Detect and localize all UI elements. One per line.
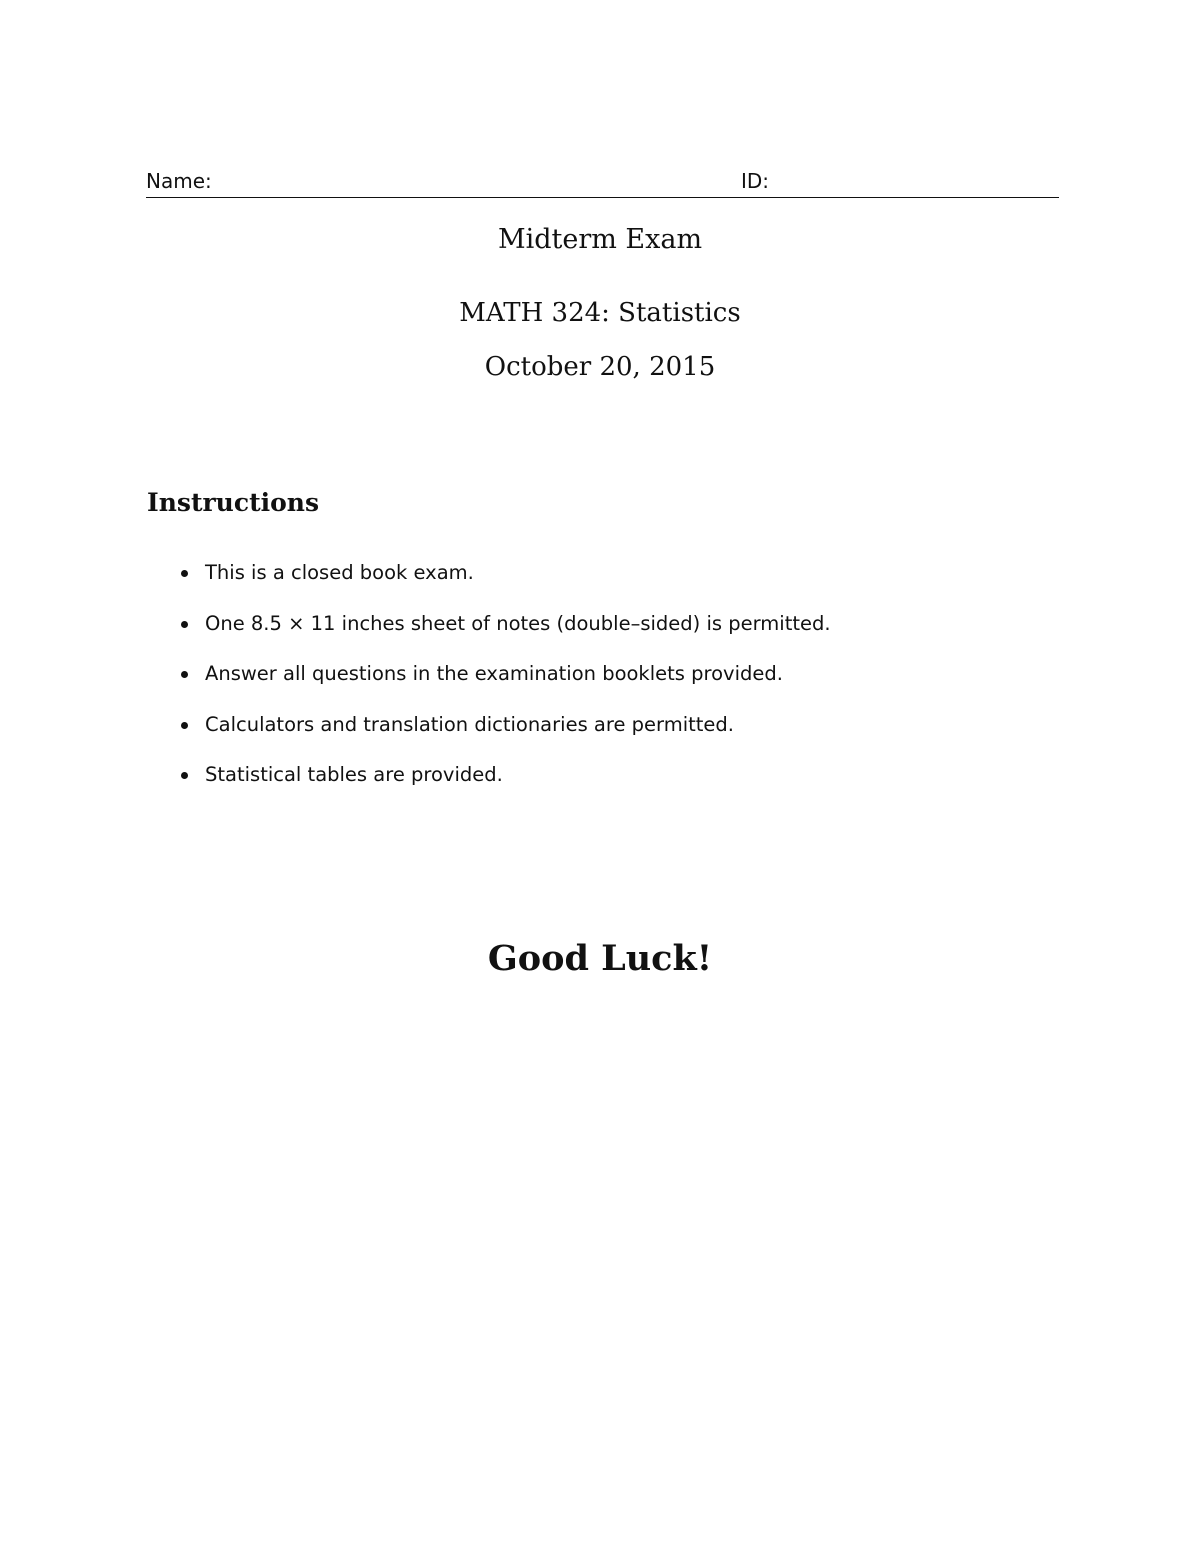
instruction-text: This is a closed book exam. (205, 561, 474, 584)
exam-title: Midterm Exam (497, 224, 703, 255)
bullet-icon (181, 722, 188, 729)
course-name: MATH 324: Statistics (459, 298, 741, 328)
instruction-text: Statistical tables are provided. (205, 763, 503, 786)
closing-message: Good Luck! (487, 938, 713, 979)
bullet-icon (181, 772, 188, 779)
name-label: Name: (146, 169, 212, 193)
instructions-heading: Instructions (147, 488, 320, 517)
instruction-text: One 8.5 × 11 inches sheet of notes (double–sided) is permitted. (205, 611, 831, 635)
bullet-icon (181, 570, 188, 577)
exam-date: October 20, 2015 (484, 352, 716, 382)
instruction-text: Calculators and translation dictionaries are permitted. (205, 712, 734, 736)
bullet-icon (181, 621, 188, 628)
id-label: ID: (741, 169, 770, 193)
instruction-text: Answer all questions in the examination booklets provided. (205, 662, 783, 685)
name-id-header (146, 168, 1059, 198)
bullet-icon (181, 671, 188, 678)
